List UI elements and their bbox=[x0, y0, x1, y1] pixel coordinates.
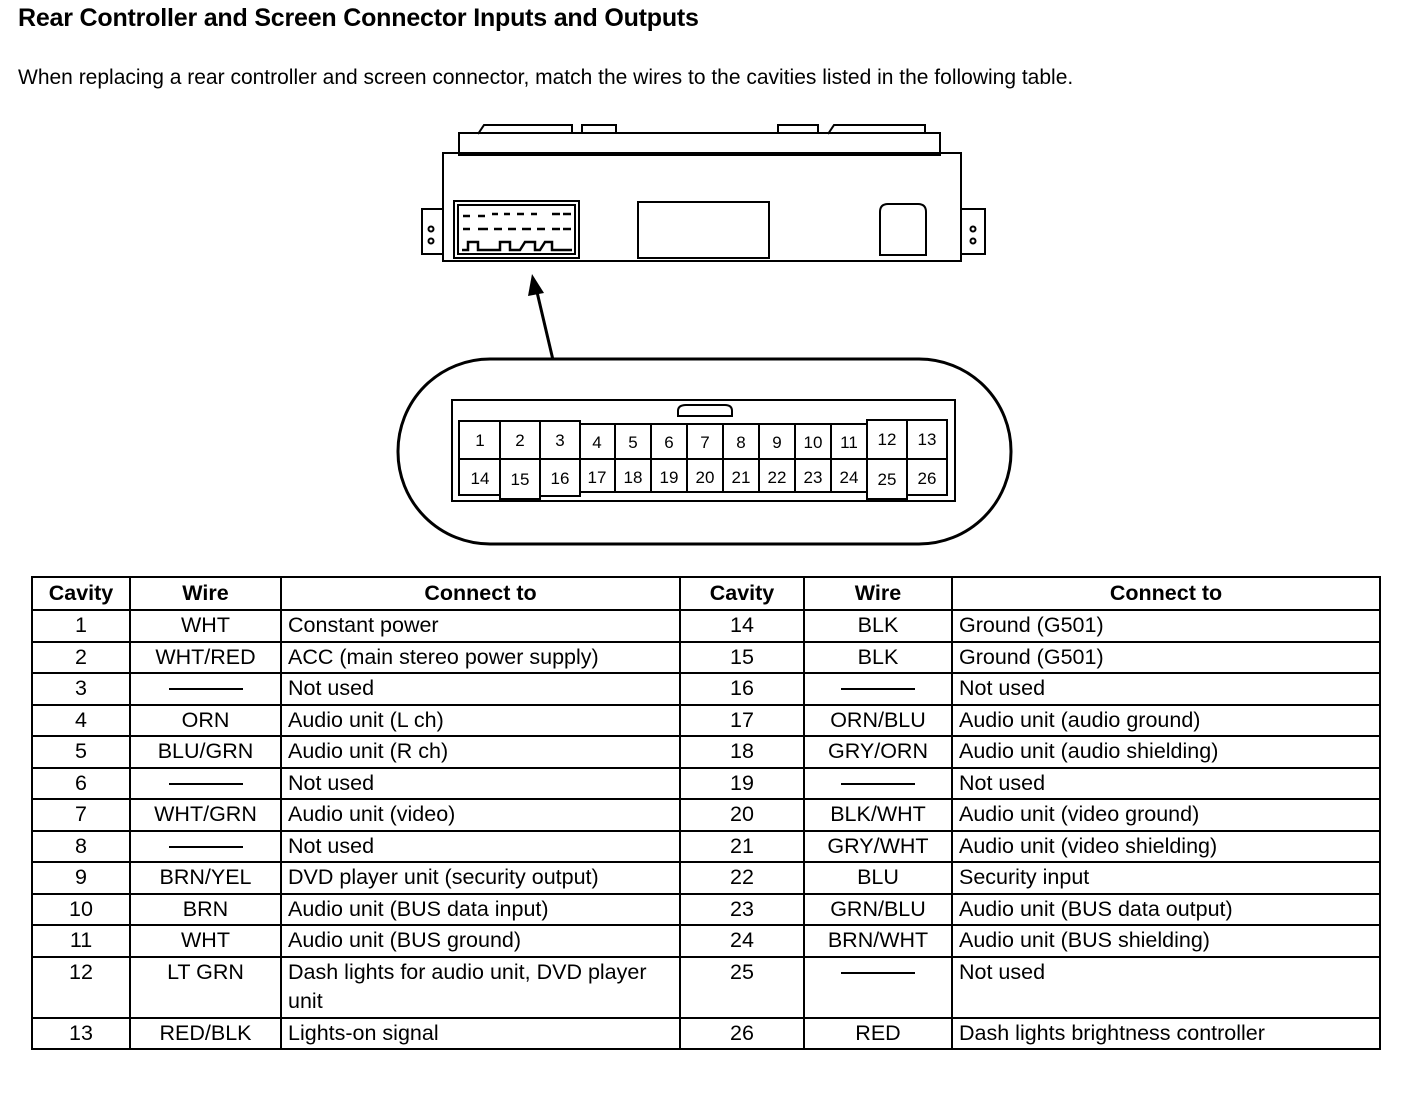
pointer-arrow bbox=[528, 274, 553, 360]
wire-cell: WHT/GRN bbox=[130, 799, 281, 831]
controller-unit-drawing bbox=[422, 125, 985, 261]
cavity-cell: 8 bbox=[32, 831, 130, 863]
cavity-number: 13 bbox=[917, 430, 937, 449]
table-row bbox=[32, 1018, 1380, 1050]
wire-cell: WHT bbox=[130, 925, 281, 957]
connect-to-cell: Audio unit (video) bbox=[281, 799, 680, 831]
cavity-cell: 15 bbox=[680, 642, 804, 674]
connect-to-cell: Audio unit (R ch) bbox=[281, 736, 680, 768]
cavity-cell: 5 bbox=[32, 736, 130, 768]
wire-cell: GRY/WHT bbox=[804, 831, 952, 863]
cavity-number: 4 bbox=[592, 433, 602, 452]
connect-to-cell: Audio unit (L ch) bbox=[281, 705, 680, 737]
wire-cell bbox=[804, 957, 952, 1018]
cavity-number: 15 bbox=[510, 470, 530, 489]
column-header: Cavity bbox=[680, 577, 804, 610]
connect-to-cell: Dash lights brightness controller bbox=[952, 1018, 1380, 1050]
no-wire-dash bbox=[169, 783, 243, 785]
table-row bbox=[32, 894, 1380, 926]
cavity-number: 8 bbox=[736, 433, 746, 452]
wire-cell bbox=[130, 768, 281, 800]
connect-to-cell: Audio unit (BUS data input) bbox=[281, 894, 680, 926]
wire-cell: ORN bbox=[130, 705, 281, 737]
table-row bbox=[32, 799, 1380, 831]
connect-to-cell: Dash lights for audio unit, DVD player unit bbox=[281, 957, 680, 1018]
cavity-cell: 6 bbox=[32, 768, 130, 800]
connect-to-cell: Audio unit (BUS ground) bbox=[281, 925, 680, 957]
connect-to-cell: Audio unit (video shielding) bbox=[952, 831, 1380, 863]
cavity-number: 11 bbox=[840, 433, 858, 452]
connect-to-cell: Ground (G501) bbox=[952, 642, 1380, 674]
cavity-number: 1 bbox=[475, 431, 485, 450]
column-header: Cavity bbox=[32, 577, 130, 610]
table-row bbox=[32, 768, 1380, 800]
no-wire-dash bbox=[169, 846, 243, 848]
page-title: Rear Controller and Screen Connector Inputs and Outputs bbox=[18, 4, 699, 32]
cavity-cell: 24 bbox=[680, 925, 804, 957]
cavity-cell: 20 bbox=[680, 799, 804, 831]
connect-to-cell: DVD player unit (security output) bbox=[281, 862, 680, 894]
cavity-number: 3 bbox=[555, 431, 565, 450]
cavity-cell: 4 bbox=[32, 705, 130, 737]
wire-cell: GRN/BLU bbox=[804, 894, 952, 926]
cavity-number: 22 bbox=[767, 468, 787, 487]
cavity-number: 7 bbox=[700, 433, 710, 452]
cavity-number: 10 bbox=[803, 433, 823, 452]
intro-text: When replacing a rear controller and screen connector, match the wires to the cavities listed in the following table. bbox=[18, 66, 1074, 89]
cavity-number: 16 bbox=[550, 469, 570, 488]
table-row bbox=[32, 673, 1380, 705]
wire-cell: BLU/GRN bbox=[130, 736, 281, 768]
cavity-number: 5 bbox=[628, 433, 638, 452]
cavity-cell: 19 bbox=[680, 768, 804, 800]
cavity-number: 19 bbox=[659, 468, 679, 487]
cavity-number: 2 bbox=[515, 431, 525, 450]
cavity-cell: 11 bbox=[32, 925, 130, 957]
column-header: Wire bbox=[130, 577, 281, 610]
wire-cell bbox=[130, 673, 281, 705]
cavity-cell: 23 bbox=[680, 894, 804, 926]
table-row bbox=[32, 705, 1380, 737]
cavity-number: 23 bbox=[803, 468, 823, 487]
cavity-number: 14 bbox=[470, 469, 490, 488]
connect-to-cell: Audio unit (audio ground) bbox=[952, 705, 1380, 737]
wire-cell: BRN bbox=[130, 894, 281, 926]
cavity-cell: 1 bbox=[32, 610, 130, 642]
connect-to-cell: Ground (G501) bbox=[952, 610, 1380, 642]
wire-cell bbox=[804, 673, 952, 705]
wire-cell: BLK bbox=[804, 642, 952, 674]
table-row bbox=[32, 642, 1380, 674]
table-row bbox=[32, 610, 1380, 642]
connect-to-cell: Audio unit (BUS data output) bbox=[952, 894, 1380, 926]
wire-cell: GRY/ORN bbox=[804, 736, 952, 768]
column-header: Wire bbox=[804, 577, 952, 610]
connect-to-cell: Security input bbox=[952, 862, 1380, 894]
cavity-cell: 22 bbox=[680, 862, 804, 894]
port-pin-marks bbox=[462, 214, 572, 250]
wire-cell: RED bbox=[804, 1018, 952, 1050]
connect-to-cell: ACC (main stereo power supply) bbox=[281, 642, 680, 674]
wire-cell: ORN/BLU bbox=[804, 705, 952, 737]
wire-cell: BLU bbox=[804, 862, 952, 894]
cavity-cell: 13 bbox=[32, 1018, 130, 1050]
cavity-cell: 2 bbox=[32, 642, 130, 674]
connect-to-cell: Audio unit (audio shielding) bbox=[952, 736, 1380, 768]
cavity-cell: 3 bbox=[32, 673, 130, 705]
connect-to-cell: Constant power bbox=[281, 610, 680, 642]
cavity-cell: 25 bbox=[680, 957, 804, 1018]
cavity-cell: 12 bbox=[32, 957, 130, 1018]
connect-to-cell: Not used bbox=[952, 768, 1380, 800]
table-body bbox=[32, 610, 1380, 1049]
connect-to-cell: Not used bbox=[952, 957, 1380, 1018]
cavity-number: 17 bbox=[587, 468, 607, 487]
connect-to-cell: Not used bbox=[281, 673, 680, 705]
cavity-cell: 21 bbox=[680, 831, 804, 863]
cavity-number: 6 bbox=[664, 433, 674, 452]
wire-cell bbox=[130, 831, 281, 863]
cavity-number: 18 bbox=[623, 468, 643, 487]
cavity-cell: 17 bbox=[680, 705, 804, 737]
cavity-number: 12 bbox=[877, 430, 897, 449]
no-wire-dash bbox=[841, 972, 915, 974]
table-header-row bbox=[32, 577, 1380, 610]
wire-cell: RED/BLK bbox=[130, 1018, 281, 1050]
column-header: Connect to bbox=[281, 577, 680, 610]
cavity-number: 25 bbox=[877, 470, 897, 489]
no-wire-dash bbox=[841, 783, 915, 785]
table-row bbox=[32, 957, 1380, 1018]
connect-to-cell: Lights-on signal bbox=[281, 1018, 680, 1050]
no-wire-dash bbox=[169, 688, 243, 690]
cavity-cell: 18 bbox=[680, 736, 804, 768]
cavity-number: 21 bbox=[731, 468, 751, 487]
table-row bbox=[32, 831, 1380, 863]
wire-cell: BLK/WHT bbox=[804, 799, 952, 831]
connect-to-cell: Not used bbox=[281, 768, 680, 800]
wire-cell: BRN/YEL bbox=[130, 862, 281, 894]
cavity-cell: 16 bbox=[680, 673, 804, 705]
cavity-cell: 9 bbox=[32, 862, 130, 894]
connect-to-cell: Not used bbox=[952, 673, 1380, 705]
cavity-cell: 10 bbox=[32, 894, 130, 926]
wire-cell: BRN/WHT bbox=[804, 925, 952, 957]
wire-cell: WHT bbox=[130, 610, 281, 642]
cavity-number: 9 bbox=[772, 433, 782, 452]
wire-table bbox=[31, 576, 1381, 1050]
table-row bbox=[32, 736, 1380, 768]
no-wire-dash bbox=[841, 688, 915, 690]
connect-to-cell: Audio unit (video ground) bbox=[952, 799, 1380, 831]
connect-to-cell: Not used bbox=[281, 831, 680, 863]
cavity-cell: 7 bbox=[32, 799, 130, 831]
cavity-cell: 26 bbox=[680, 1018, 804, 1050]
column-header: Connect to bbox=[952, 577, 1380, 610]
cavity-number: 24 bbox=[839, 468, 859, 487]
cavity-number: 26 bbox=[917, 469, 937, 488]
cavity-cell: 14 bbox=[680, 610, 804, 642]
wire-cell: LT GRN bbox=[130, 957, 281, 1018]
wire-cell: BLK bbox=[804, 610, 952, 642]
wire-cell: WHT/RED bbox=[130, 642, 281, 674]
table-row bbox=[32, 925, 1380, 957]
wire-cell bbox=[804, 768, 952, 800]
table-row bbox=[32, 862, 1380, 894]
connect-to-cell: Audio unit (BUS shielding) bbox=[952, 925, 1380, 957]
cavity-number: 20 bbox=[695, 468, 715, 487]
